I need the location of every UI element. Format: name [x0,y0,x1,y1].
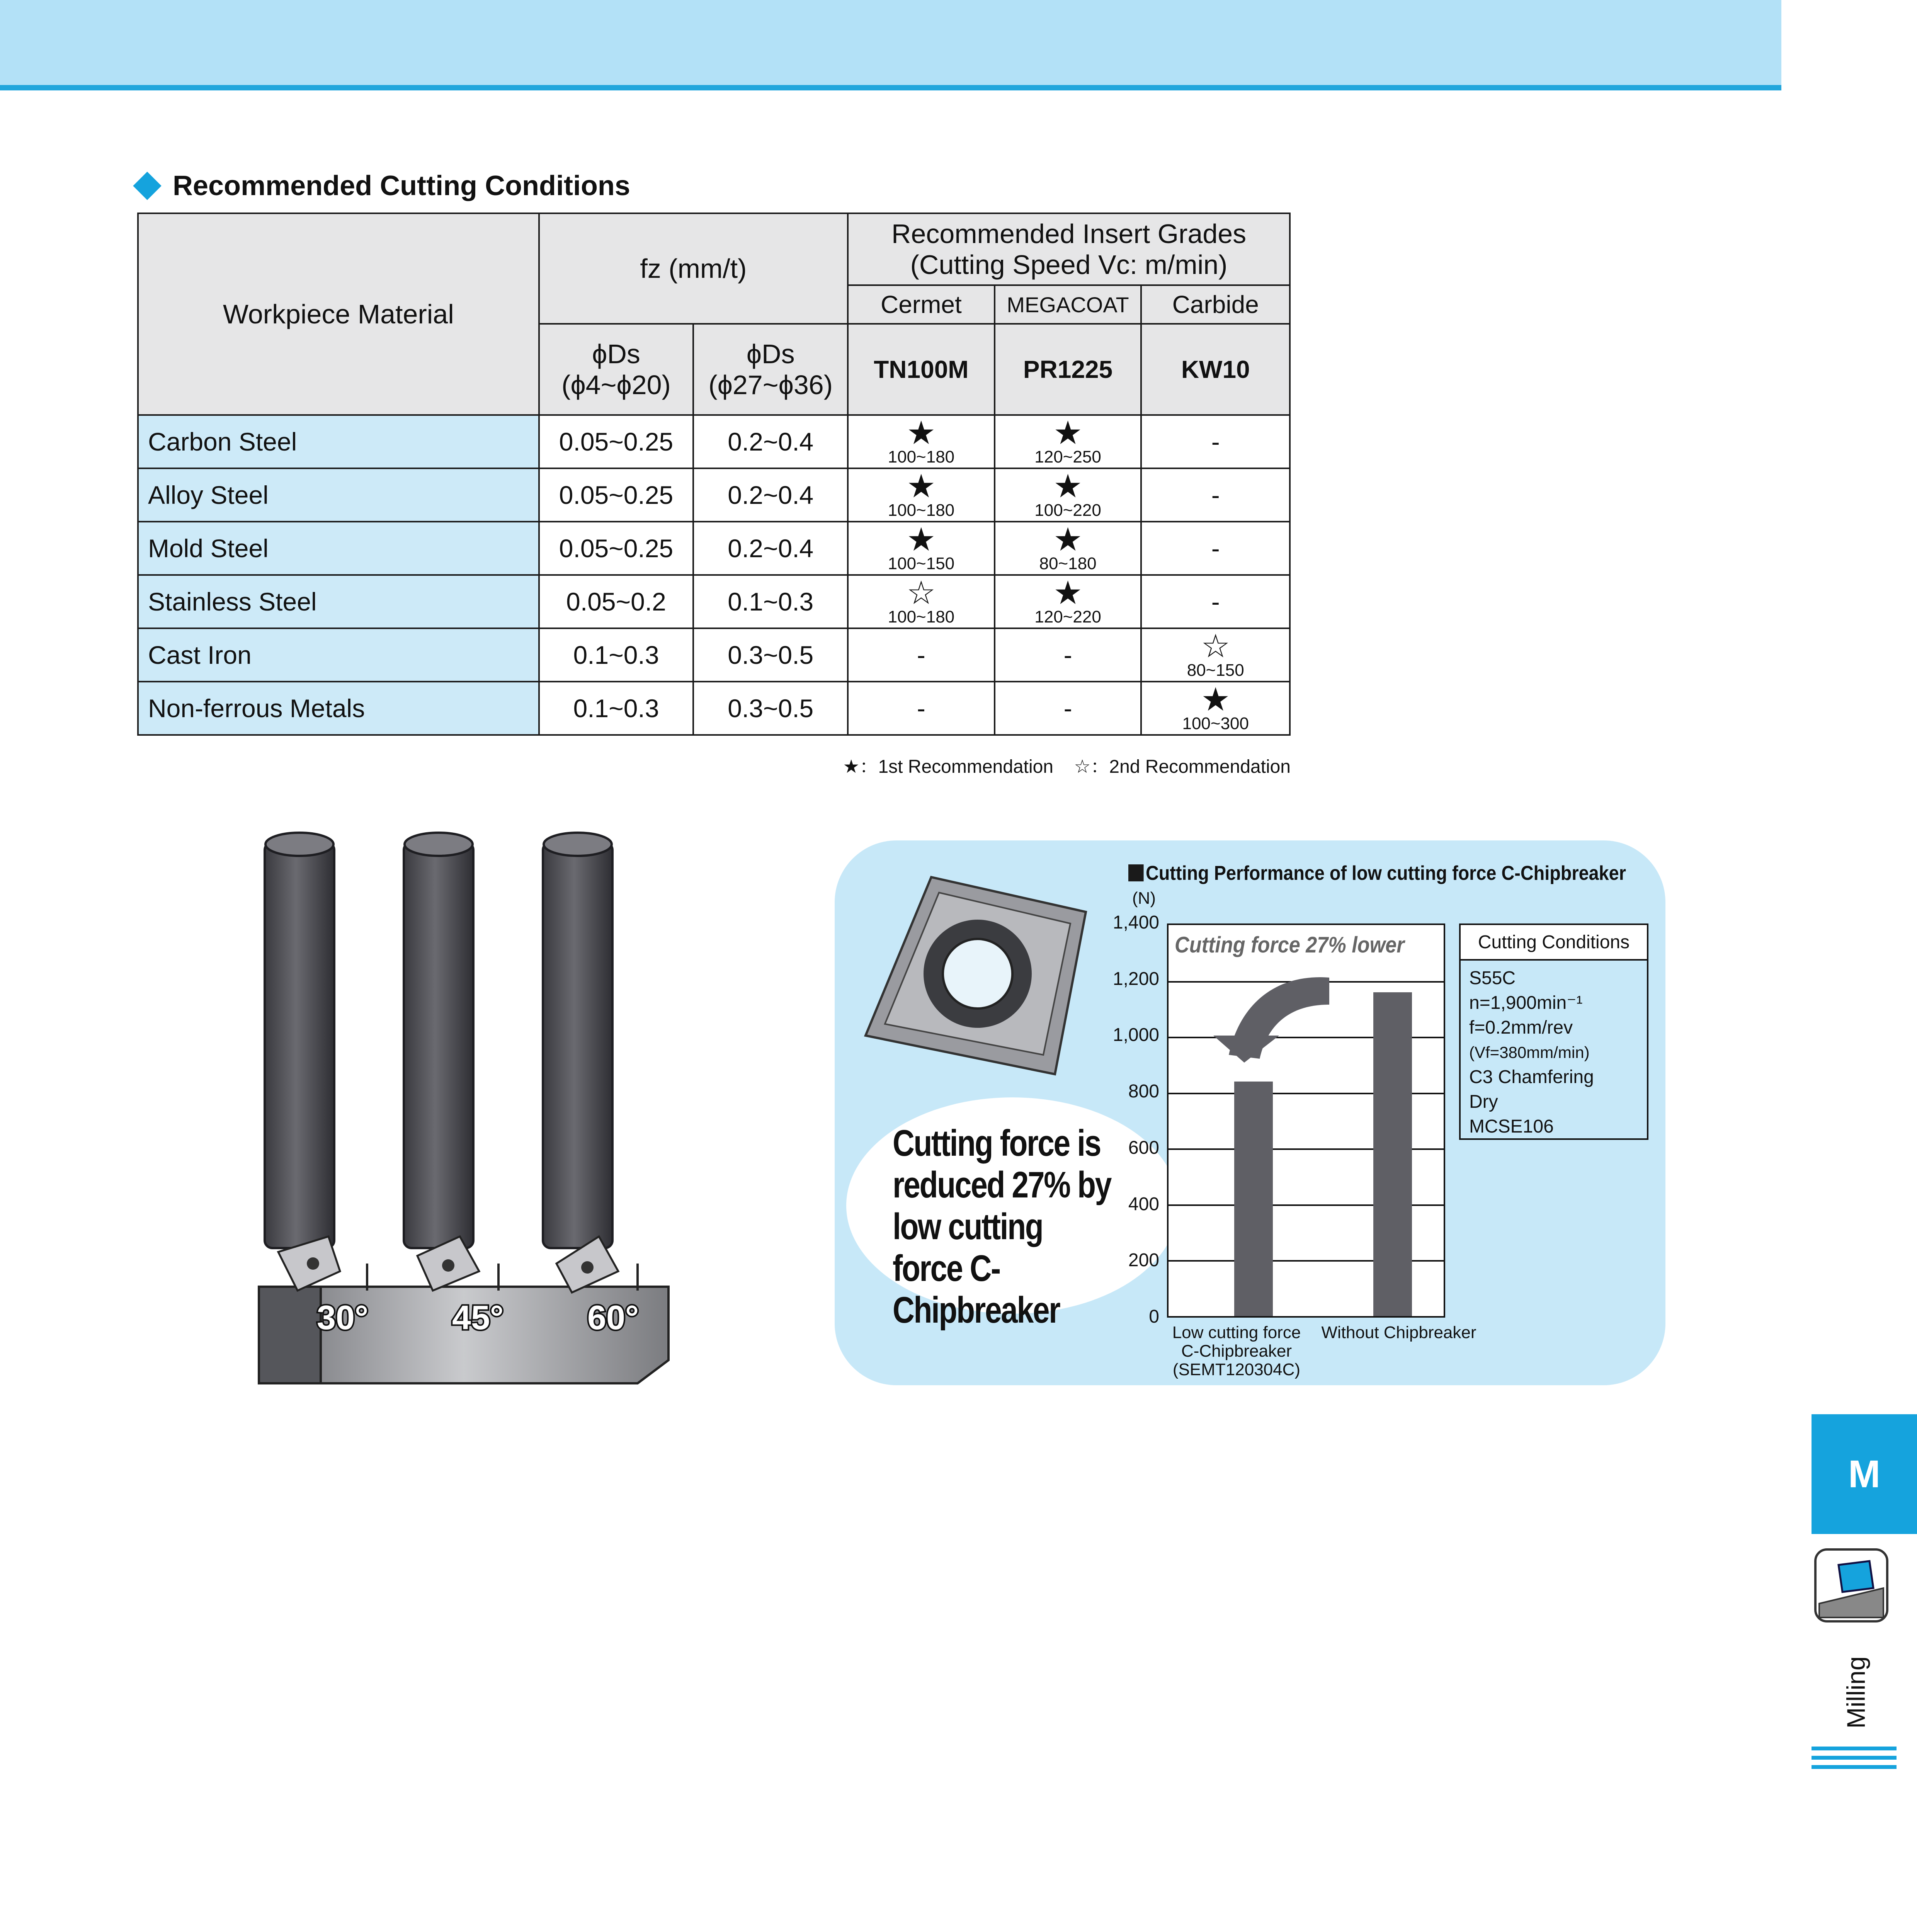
row-fz-large: 0.3~0.5 [693,682,848,735]
header-fz-small-l1: ϕDs [592,339,640,369]
recommendation-mark: - [1063,694,1072,723]
row-g1-recommendation [848,468,995,522]
y-tick-label: 1,400 [1112,912,1159,933]
row-material: Non-ferrous Metals [138,682,539,735]
chart-annotation: Cutting force 27% lower [1175,932,1405,957]
condition-material: S55C [1469,968,1516,988]
header-megacoat: MEGACOAT [995,285,1141,324]
recommendation-legend: ★：1st Recommendation ☆：2nd Recommendation [843,757,1291,777]
row-g3-recommendation [1141,575,1290,628]
row-g2-recommendation [995,575,1141,628]
recommendation-mark: ★ [1053,415,1083,451]
row-fz-large: 0.3~0.5 [693,628,848,682]
row-fz-small: 0.05~0.25 [539,522,694,575]
x-label-1-l2: C-Chipbreaker [1181,1342,1292,1361]
row-g2-recommendation [995,682,1141,735]
angle-label-45: 45° [452,1298,504,1337]
row-g2-recommendation [995,415,1141,468]
header-fz-small [539,324,694,415]
table-row [138,468,1290,522]
header-fz: fz (mm/t) [539,213,848,324]
recommendation-mark: ☆ [907,575,936,611]
cutting-conditions-table [137,213,1291,736]
row-g3-recommendation [1141,682,1290,735]
recommendation-mark: - [1063,641,1072,669]
cutting-speed: 120~220 [1034,607,1101,626]
table-row [138,575,1290,628]
bar-without-chipbreaker [1373,992,1412,1316]
cutting-conditions-box [1459,923,1648,1140]
milling-category-icon [1812,1546,1891,1625]
row-material: Mold Steel [138,522,539,575]
cutting-speed: 100~150 [888,554,955,573]
header-fz-small-l2: (ϕ4~ϕ20) [561,370,671,400]
row-fz-small: 0.1~0.3 [539,628,694,682]
recommendation-mark: ★ [1053,521,1083,558]
table-row [138,628,1290,682]
cutting-speed: 100~180 [888,447,955,466]
angle-label-60: 60° [587,1298,639,1337]
end-mill-2 [404,833,479,1291]
header-fz-large-l2: (ϕ27~ϕ36) [708,370,833,400]
y-tick-label: 1,000 [1112,1025,1159,1046]
header-cermet: Cermet [848,285,995,324]
y-tick-label: 200 [1128,1250,1159,1271]
cutting-speed: 100~300 [1182,714,1249,733]
recommendation-mark: - [917,694,925,723]
section-title [137,170,630,202]
row-g1-recommendation [848,522,995,575]
row-g1-recommendation [848,415,995,468]
row-material: Cast Iron [138,628,539,682]
y-tick-label: 600 [1128,1137,1159,1158]
y-axis-unit: (N) [1132,889,1156,908]
cutting-conditions-title: Cutting Conditions [1461,925,1647,961]
condition-speed: n=1,900min⁻¹ [1469,993,1583,1013]
row-g3-recommendation [1141,522,1290,575]
cutting-speed: 100~180 [888,607,955,626]
chart-title-text: Cutting Performance of low cutting force C-Chipbreaker [1146,862,1626,884]
row-g3-recommendation [1141,415,1290,468]
x-label-without-chipbreaker: Without Chipbreaker [1321,1323,1476,1342]
header-fz-large [693,324,848,415]
section-tab-lines [1812,1747,1897,1774]
header-carbide: Carbide [1141,285,1290,324]
y-tick-label: 0 [1149,1306,1159,1327]
square-bullet-icon [1128,864,1144,881]
recommendation-mark: - [917,641,925,669]
recommendation-mark: - [1211,481,1220,509]
section-tab-m[interactable]: M [1812,1414,1917,1534]
row-g1-recommendation [848,682,995,735]
row-g1-recommendation [848,575,995,628]
recommendation-mark: ★ [1053,468,1083,504]
condition-coolant: Dry [1469,1092,1498,1112]
reduction-arrow-icon [1213,962,1345,1066]
end-mill-3 [543,833,618,1293]
chart-title [1128,862,1626,885]
y-tick-label: 1,200 [1112,968,1159,989]
row-fz-large: 0.2~0.4 [693,415,848,468]
y-tick-label: 800 [1128,1081,1159,1102]
row-fz-small: 0.05~0.25 [539,468,694,522]
row-g3-recommendation [1141,628,1290,682]
insert-icon [854,869,1101,1086]
recommendation-mark: ★ [1053,575,1083,611]
row-g2-recommendation [995,628,1141,682]
bar-c-chipbreaker [1234,1082,1273,1316]
y-tick-label: 400 [1128,1194,1159,1214]
header-grades-line2: (Cutting Speed Vc: m/min) [910,250,1228,280]
section-title-text: Recommended Cutting Conditions [173,170,630,201]
row-fz-large: 0.2~0.4 [693,468,848,522]
recommendation-mark: - [1211,587,1220,616]
condition-feed: f=0.2mm/rev [1469,1017,1573,1038]
recommendation-mark: - [1211,427,1220,456]
header-band [0,0,1781,85]
header-grade-kw10: KW10 [1141,324,1290,415]
row-fz-small: 0.05~0.25 [539,415,694,468]
header-grade-pr1225: PR1225 [995,324,1141,415]
section-tab-label-text: Milling [1842,1656,1870,1729]
row-fz-small: 0.1~0.3 [539,682,694,735]
recommendation-mark: ★ [907,468,936,504]
recommendation-mark: ☆ [1201,628,1230,664]
end-mill-1 [265,833,340,1291]
row-g3-recommendation [1141,468,1290,522]
angle-label-30: 30° [317,1298,369,1337]
row-g1-recommendation [848,628,995,682]
condition-tool: MCSE106 [1469,1116,1554,1137]
cutting-speed: 100~220 [1034,501,1101,520]
cutting-speed: 80~150 [1187,661,1244,680]
row-material: Stainless Steel [138,575,539,628]
header-rule [0,85,1781,90]
condition-feed-rate: (Vf=380mm/min) [1469,1043,1590,1061]
header-grade-tn100m: TN100M [848,324,995,415]
table-row [138,415,1290,468]
summary-bubble-text: Cutting force is reduced 27% by low cutting force C-Chipbreaker [893,1122,1111,1331]
header-grades-line1: Recommended Insert Grades [891,219,1247,249]
x-label-1-l1: Low cutting force [1172,1323,1301,1342]
row-g2-recommendation [995,468,1141,522]
x-label-1-l3: (SEMT120304C) [1172,1360,1301,1379]
recommendation-mark: ★ [907,521,936,558]
row-material: Carbon Steel [138,415,539,468]
cutting-speed: 100~180 [888,501,955,520]
row-fz-large: 0.1~0.3 [693,575,848,628]
row-fz-small: 0.05~0.2 [539,575,694,628]
x-label-c-chipbreaker [1155,1323,1318,1379]
recommendation-mark: ★ [1201,681,1230,718]
table-row [138,522,1290,575]
row-g2-recommendation [995,522,1141,575]
condition-chamfer: C3 Chamfering [1469,1067,1594,1087]
header-fz-large-l1: ϕDs [746,339,795,369]
row-fz-large: 0.2~0.4 [693,522,848,575]
cutting-speed: 80~180 [1039,554,1097,573]
row-material: Alloy Steel [138,468,539,522]
diamond-bullet-icon [133,172,162,200]
end-mill-chamfer-illustration [251,827,676,1395]
header-material: Workpiece Material [138,213,539,415]
section-tab-label [1839,1650,1873,1735]
recommendation-mark: ★ [907,415,936,451]
cutting-speed: 120~250 [1034,447,1101,466]
header-grades [848,213,1290,285]
table-row [138,682,1290,735]
recommendation-mark: - [1211,534,1220,563]
